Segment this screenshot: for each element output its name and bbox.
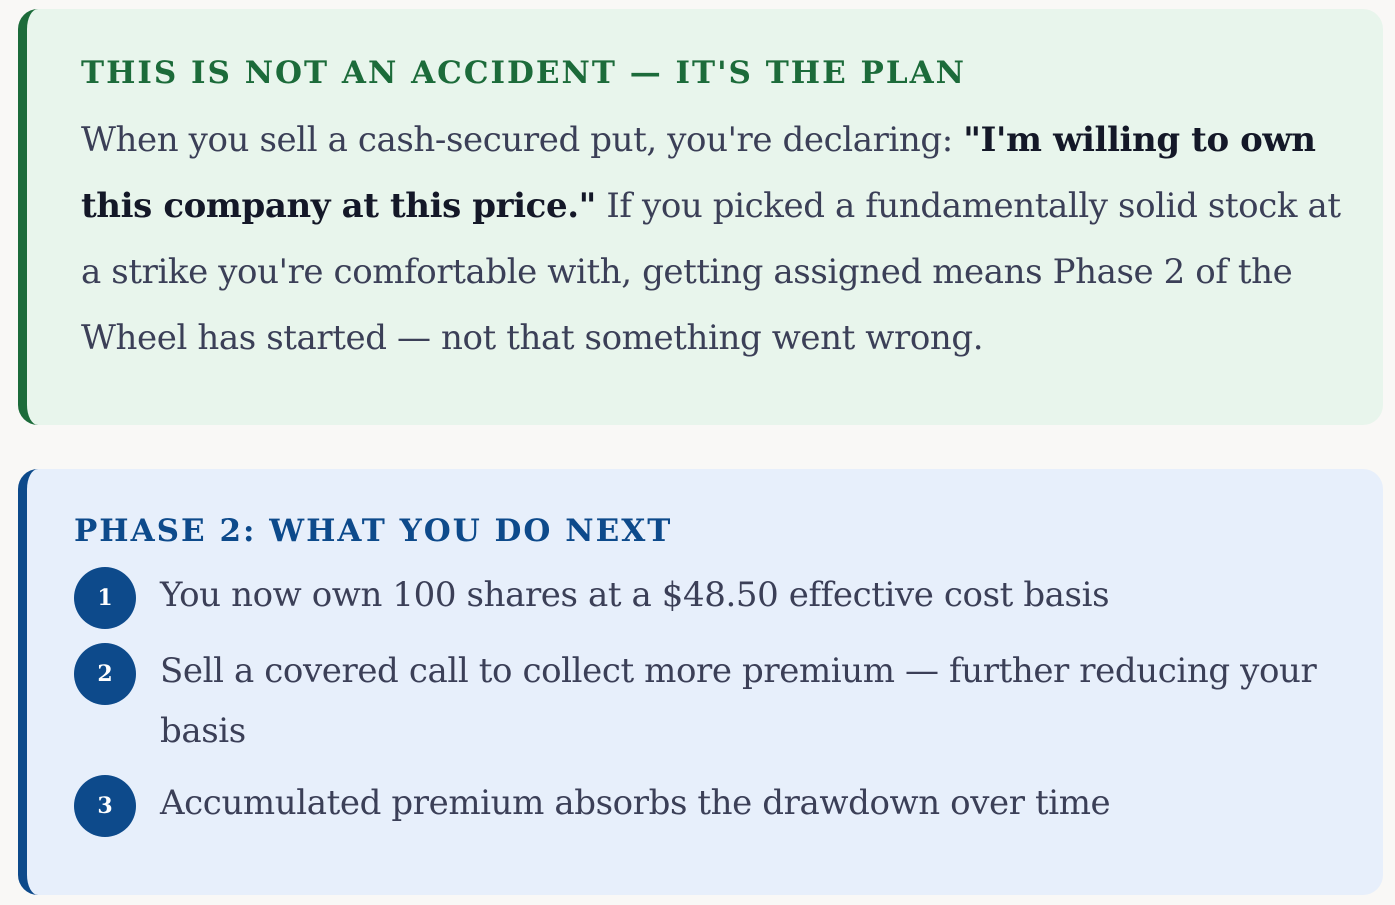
step-number-badge: 2 xyxy=(74,643,136,705)
phase-2-heading: PHASE 2: WHAT YOU DO NEXT xyxy=(74,513,673,549)
plan-callout-text-intro: When you sell a cash-secured put, you're declaring: xyxy=(81,120,964,160)
step-number-badge: 1 xyxy=(74,567,136,629)
phase-2-card xyxy=(18,469,1383,895)
phase-2-steps-list xyxy=(74,565,1343,837)
plan-callout-card xyxy=(18,9,1383,425)
step-item xyxy=(74,565,1343,629)
step-item xyxy=(74,641,1343,761)
plan-callout-body xyxy=(81,107,1343,371)
plan-callout-emphasis: "I'm willing to own this company at this price." xyxy=(81,120,1316,226)
plan-callout-text-rest: If you picked a fundamentally solid stock at a strike you're comfortable with, getting assigned means Phase 2 of the Wheel has started — not that something went wrong. xyxy=(81,186,1341,358)
step-text: You now own 100 shares at a $48.50 effective cost basis xyxy=(160,575,1110,615)
step-text: Sell a covered call to collect more premium — further reducing your basis xyxy=(160,651,1317,751)
plan-callout-heading: THIS IS NOT AN ACCIDENT — IT'S THE PLAN xyxy=(81,55,967,91)
step-item xyxy=(74,773,1343,837)
step-number-badge: 3 xyxy=(74,775,136,837)
step-text: Accumulated premium absorbs the drawdown over time xyxy=(160,783,1111,823)
